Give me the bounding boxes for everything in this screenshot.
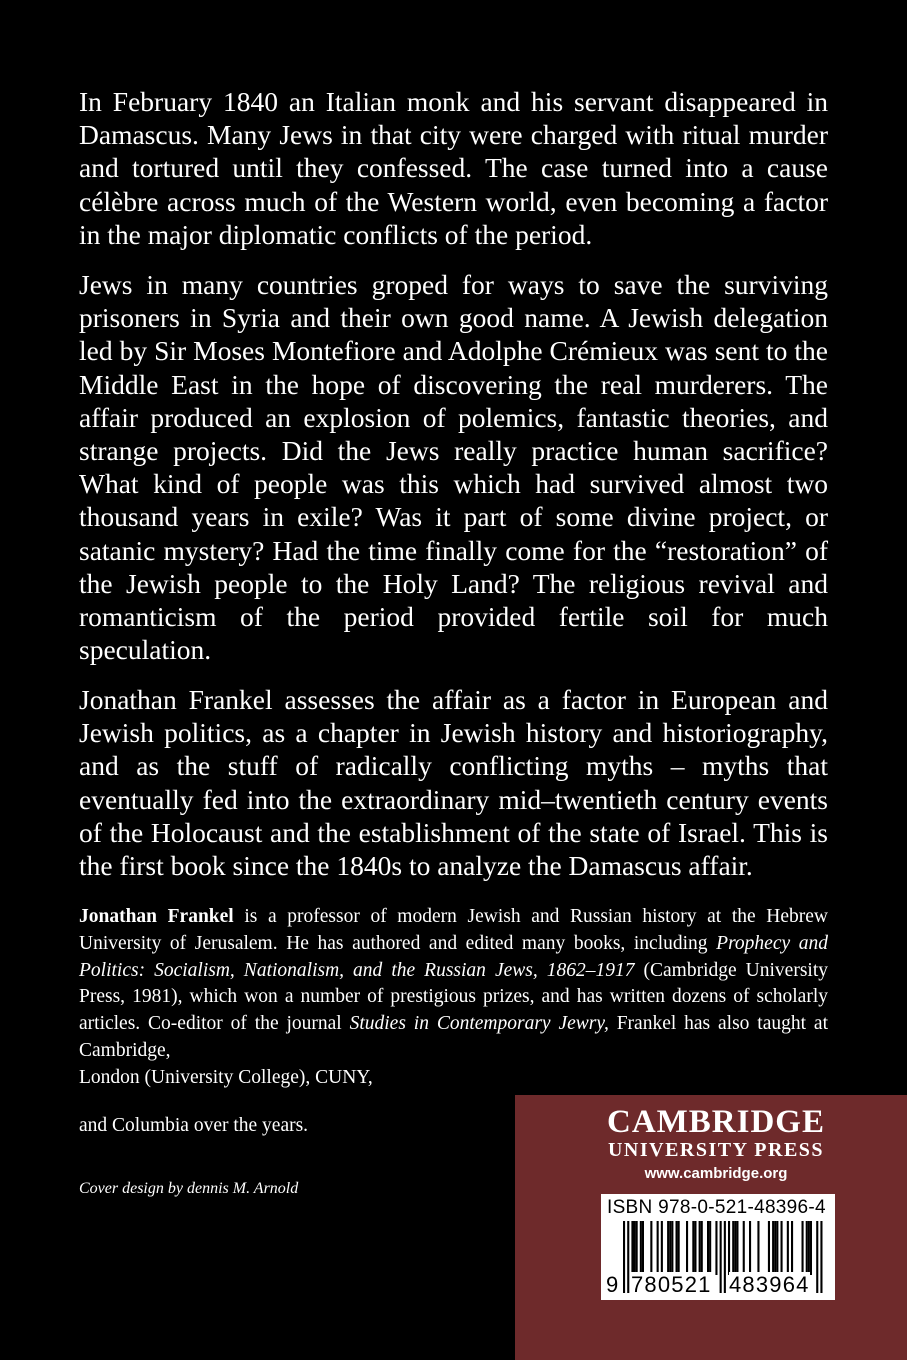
publisher-name: CAMBRIDGE <box>606 1104 825 1140</box>
book-title: Prophecy and Politics: Socialism, Nationalism, and the Russian Jews, 1862–1917 <box>79 932 828 981</box>
barcode-bar <box>768 1221 770 1275</box>
barcode-bar <box>709 1221 711 1275</box>
barcode-bar <box>732 1221 734 1275</box>
barcode-bar <box>736 1221 738 1275</box>
barcode-digit-first: 9 <box>606 1272 620 1297</box>
bio-line-columbia: and Columbia over the years. <box>79 1115 309 1136</box>
barcode-bar <box>642 1221 644 1275</box>
barcode-bar <box>636 1221 638 1275</box>
barcode-bar <box>640 1221 642 1275</box>
barcode-bar <box>692 1221 694 1275</box>
barcode-bar <box>787 1221 789 1275</box>
author-bio <box>79 904 828 1065</box>
barcode-bar <box>701 1221 703 1275</box>
barcode <box>601 1194 835 1300</box>
barcode-digit-left: 780521 <box>631 1272 712 1297</box>
barcode-bar <box>806 1221 808 1275</box>
barcode-bar <box>707 1221 709 1275</box>
barcode-bar <box>650 1221 652 1275</box>
barcode-bar <box>772 1221 774 1275</box>
paragraph-1: In February 1840 an Italian monk and his servant disappeared in Damascus. Many Jews in that city were charged with ritual murder and tortured until they confessed. The case turned into a cause célèbre across much of the Western world, even becoming a factor in the major diplomatic conflicts of the period. <box>79 86 828 250</box>
barcode-bar <box>743 1221 745 1275</box>
barcode-bar <box>776 1221 778 1275</box>
barcode-bar <box>657 1221 659 1275</box>
barcode-bar <box>676 1221 678 1275</box>
barcode-bar <box>808 1221 810 1275</box>
bio-text-1: is a professor of modern Jewish and Russian history at the Hebrew University of Jerusalem. He has authored and edited many books, including <box>79 906 829 954</box>
barcode-bar <box>802 1221 804 1275</box>
barcode-bar <box>749 1221 751 1275</box>
barcode-bar <box>661 1221 663 1275</box>
barcode-bar <box>734 1221 736 1275</box>
barcode-bar <box>715 1221 717 1275</box>
barcode-bar <box>774 1221 776 1275</box>
publisher-panel <box>515 1095 907 1360</box>
cover-design-credit: Cover design by dennis M. Arnold <box>79 1180 299 1197</box>
barcode-bar <box>678 1221 680 1275</box>
barcode-bar <box>669 1221 671 1275</box>
barcode-digits <box>601 1272 835 1298</box>
barcode-bar <box>791 1221 793 1275</box>
barcode-digit-right: 483964 <box>729 1272 810 1297</box>
barcode-bar <box>728 1221 730 1275</box>
publisher-press: UNIVERSITY PRESS <box>607 1139 825 1161</box>
barcode-bar <box>694 1221 696 1275</box>
bio-text-3: Frankel has also taught at Cambridge, <box>79 1013 828 1061</box>
bio-text-2: (Cambridge University Press, 1981), which won a number of prestigious prizes, and has written dozens of scholarly articles. Co-editor of the journal <box>79 959 829 1035</box>
paragraph-2: Jews in many countries groped for ways to save the surviving prisoners in Syria and their own good name. A Jewish delegation led by Sir Moses Montefiore and Adolphe Crémieux was sent to the Middle East in the hope of discovering the real murderers. The affair produced an explosion of polemics, fantastic theories, and strange projects. Did the Jews really practice human sacrifice? What kind of people was this which had survived almost two thousand years in exile? Was it part of some divine project, or satanic mystery? Had the time finally come for the “restoration” of the Jewish people to the Holy Land? The religious revival and romanticism of the period provided fertile soil for much speculation. <box>79 269 828 666</box>
publisher-url: www.cambridge.org <box>644 1165 788 1182</box>
bio-line-london: London (University College), CUNY, <box>79 1067 373 1088</box>
barcode-bar <box>631 1221 633 1275</box>
barcode-bar <box>667 1221 669 1275</box>
journal-title: Studies in Contemporary Jewry, <box>349 1013 609 1035</box>
barcode-bar <box>671 1221 673 1275</box>
barcode-bar <box>757 1221 759 1275</box>
barcode-bar <box>634 1221 636 1275</box>
barcode-bar <box>699 1221 701 1275</box>
barcode-bar <box>810 1221 812 1275</box>
barcode-bar <box>781 1221 783 1275</box>
isbn-label: ISBN 978-0-521-48396-4 <box>607 1197 826 1218</box>
author-name: Jonathan Frankel <box>79 906 234 927</box>
barcode-bar <box>686 1221 688 1275</box>
paragraph-3: Jonathan Frankel assesses the affair as a factor in European and Jewish politics, as a chapter in Jewish history and historiography, and as the stuff of radically conflicting myths – myths that eventually fed into the extraordinary mid–twentieth century events of the Holocaust and the establishment of the state of Israel. This is the first book since the 1840s to analyze the Damascus affair. <box>79 684 828 882</box>
